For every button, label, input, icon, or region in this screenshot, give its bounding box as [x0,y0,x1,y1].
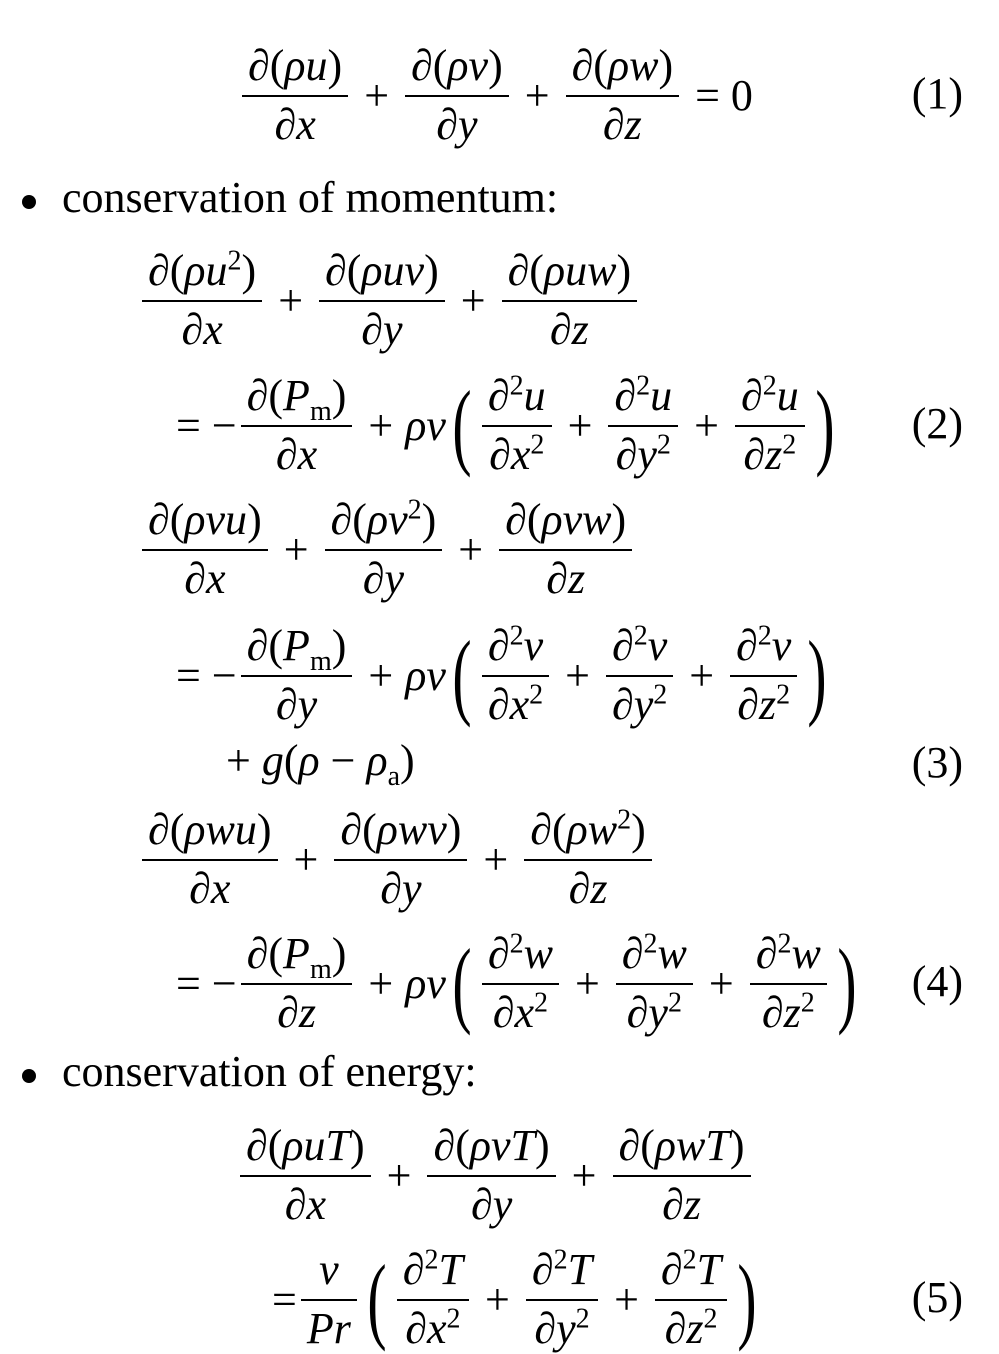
equation-2-lhs: $\frac{\partial(\rho u^2)}{\partial x}$ + $\frac{\text{∂(ρuv)}}{\partial y}$ + $\frac{\text{∂(ρuw)}}{\partial z}$ [138,245,641,355]
equation-3-rhs: = − $\frac{\partial(P_m)}{\partial y}$ + ρν ( $\frac{\partial^2v}{\partial x^2}$ + $\frac{\partial^2v}{\partial y^2}$ + $\frac{\partial^2v}{\partial z^2}$ ) [176,620,827,729]
section-label-energy: conservation of energy: [62,1047,477,1096]
equation-number-1: (1) [911,69,963,118]
equation-2-rhs: = − $\frac{\partial(P_m)}{\partial x}$ + ρν ( $\frac{\partial^2u}{\partial x^2}$ + $\frac{\partial^2u}{\partial y^2}$ + $\frac{\partial^2u}{\partial z^2}$ ) [176,370,835,479]
equation-3-rhs-gravity: + $g(\rho - \rho_a)$ [226,736,415,792]
equation-4-lhs: $\frac{\text{∂(ρwu)}}{\partial x}$ + $\frac{\text{∂(ρwv)}}{\partial y}$ + $\frac{\partial(\rho w^2)}{\partial z}$ [138,804,656,914]
equation-5-rhs: = $\frac{\nu}{Pr}$ ( $\frac{\partial^2T}{\partial x^2}$ + $\frac{\partial^2T}{\partial y^2}$ + $\frac{\partial^2T}{\partial z^2}$ ) [272,1244,757,1353]
equation-number-3: (3) [911,738,963,787]
equation-5-lhs: $\frac{\text{∂(ρuT)}}{\partial x}$ + $\frac{\text{∂(ρvT)}}{\partial y}$ + $\frac{\text{∂(ρwT)}}{\partial z}$ [236,1120,755,1230]
section-label-momentum: conservation of momentum: [62,173,559,222]
equation-number-2: (2) [911,399,963,448]
equation-number-4: (4) [911,957,963,1006]
equation-4-rhs: = − $\frac{\partial(P_m)}{\partial z}$ + ρν ( $\frac{\partial^2w}{\partial x^2}$ + $\frac{\partial^2w}{\partial y^2}$ + $\frac{\partial^2w}{\partial z^2}$ ) [176,928,857,1037]
equation-3-lhs: $\frac{\text{∂(ρvu)}}{\partial x}$ + $\frac{\partial(\rho v^2)}{\partial y}$ + $\frac{\text{∂(ρvw)}}{\partial z}$ [138,494,636,604]
equation-number-5: (5) [911,1273,963,1322]
bullet-icon [22,195,36,209]
equation-1: $\frac{\partial(\rho u)}{\partial x}$ + $\frac{\partial(\rho v)}{\partial y}$ + $\frac{\partial(\rho w)}{\partial z}$ = 0 [238,40,765,150]
bullet-icon [22,1069,36,1083]
